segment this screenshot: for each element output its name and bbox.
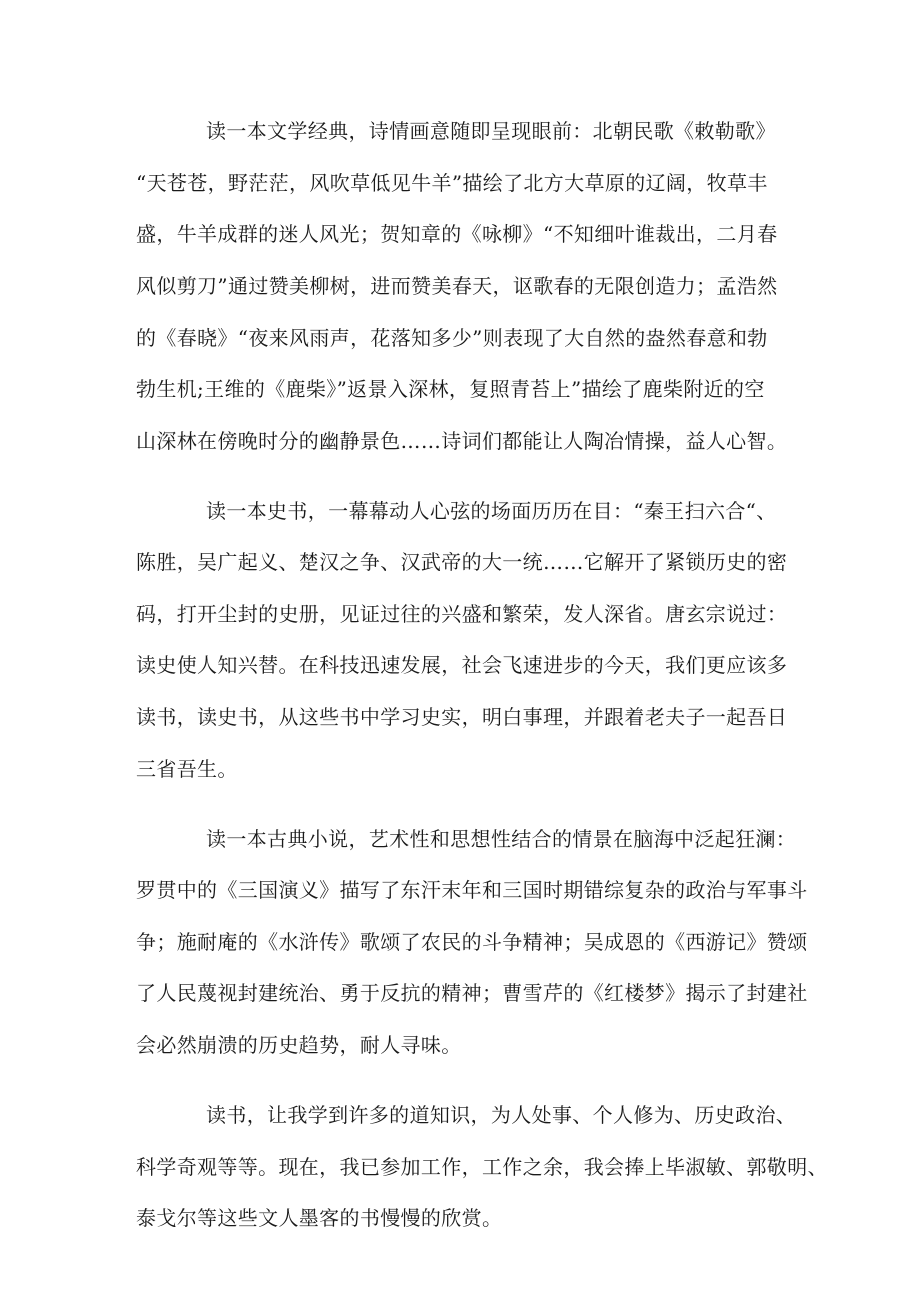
text-line: 勃生机;王维的《鹿柴》”返景入深林，复照青苔上”描绘了鹿柴附近的空 — [136, 377, 765, 401]
text-line: 盛，牛羊成群的迷人风光；贺知章的《咏柳》“不知细叶谁裁出，二月春 — [136, 222, 778, 246]
text-line: 三省吾生。 — [136, 757, 238, 781]
text-line: 读一本史书，一幕幕动人心弦的场面历历在目：“秦王扫六合“、 — [206, 499, 777, 523]
text-line: 陈胜，吴广起义、楚汉之争、汉武帝的大一统……它解开了紧锁历史的密 — [136, 550, 788, 574]
text-line: 罗贯中的《三国演义》描写了东汗末年和三国时期错综复杂的政治与军事斗 — [136, 878, 808, 902]
text-line: 读一本文学经典，诗情画意随即呈现眼前：北朝民歌《敕勒歌》 — [206, 119, 776, 143]
text-line: 读史使人知兴替。在科技迅速发展，社会飞速进步的今天，我们更应该多 — [136, 653, 788, 677]
text-line: 码，打开尘封的史册，见证过往的兴盛和繁荣，发人深省。唐玄宗说过： — [136, 602, 788, 626]
text-line: 会必然崩溃的历史趋势，耐人寻味。 — [136, 1033, 462, 1057]
text-line: 争；施耐庵的《水浒传》歌颂了农民的斗争精神；吴成恩的《西游记》赞颂 — [136, 930, 808, 954]
text-line: 了人民蔑视封建统治、勇于反抗的精神；曹雪芹的《红楼梦》揭示了封建社 — [136, 981, 808, 1005]
text-line: 的《春晓》“夜来风雨声，花落知多少”则表现了大自然的盎然春意和勃 — [136, 326, 768, 350]
text-line: 读书，读史书，从这些书中学习史实，明白事理，并跟着老夫子一起吾日 — [136, 705, 788, 729]
text-line: 读一本古典小说，艺术性和思想性结合的情景在脑海中泛起狂澜： — [206, 827, 797, 851]
text-line: 读书，让我学到许多的道知识，为人处事、个人修为、历史政治、 — [206, 1103, 797, 1127]
text-line: 科学奇观等等。现在，我已参加工作，工作之余，我会捧上毕淑敏、郭敬明、 — [136, 1155, 828, 1179]
text-line: 风似剪刀”通过赞美柳树，进而赞美春天，讴歌春的无限创造力；孟浩然 — [136, 274, 778, 298]
text-line: 山深林在傍晚时分的幽静景色……诗词们都能让人陶冶情操，益人心智。 — [136, 429, 788, 453]
text-line: 泰戈尔等这些文人墨客的书慢慢的欣赏。 — [136, 1206, 503, 1230]
text-line: “天苍苍，野茫茫，风吹草低见牛羊”描绘了北方大草原的辽阔，牧草丰 — [136, 171, 768, 195]
